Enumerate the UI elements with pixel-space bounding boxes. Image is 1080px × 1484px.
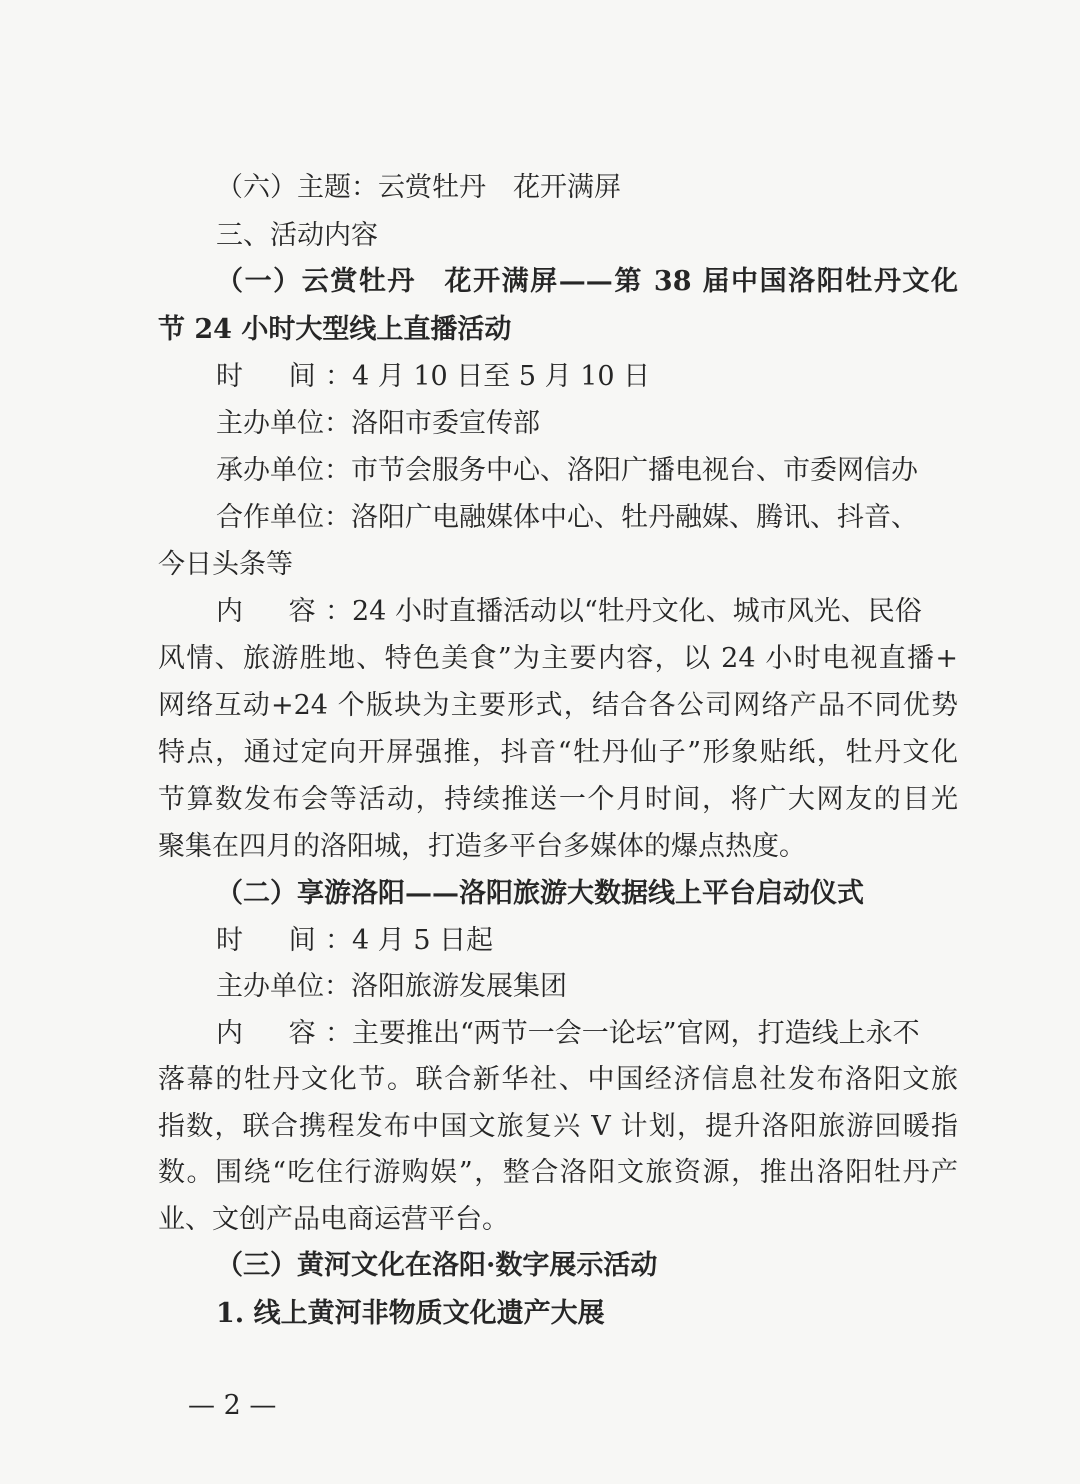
item1-title-line2: 节 24 小时大型线上直播活动 — [158, 314, 512, 345]
item2-content-line5: 业、文创产品电商运营平台。 — [158, 1204, 509, 1235]
item2-host-row — [216, 967, 958, 1007]
time-value: 4 月 5 日起 — [352, 925, 494, 956]
item1-content-line6: 聚集在四月的洛阳城，打造多平台多媒体的爆点热度。 — [158, 831, 806, 862]
theme-line: （六）主题：云赏牡丹 花开满屏 — [216, 172, 621, 203]
item3-subheading: 1. 线上黄河非物质文化遗产大展 — [216, 1298, 605, 1329]
organizer-label: 承办单位： — [216, 455, 351, 486]
item1-content-line5: 节算数发布会等活动，持续推送一个月时间，将广大网友的目光 — [158, 784, 958, 815]
item2-content-row — [216, 1014, 958, 1054]
organizer-value: 市节会服务中心、洛阳广播电视台、市委网信办 — [351, 455, 918, 486]
time-label: 时 间： — [216, 361, 352, 392]
section-heading: 三、活动内容 — [216, 220, 378, 251]
item1-host-row — [216, 404, 958, 444]
partner-value: 洛阳广电融媒体中心、牡丹融媒、腾讯、抖音、 — [351, 502, 918, 533]
item2-content-line2: 落幕的牡丹文化节。联合新华社、中国经济信息社发布洛阳文旅 — [158, 1064, 958, 1095]
content-label: 内 容： — [216, 596, 352, 627]
item2-title: （二）享游洛阳——洛阳旅游大数据线上平台启动仪式 — [216, 878, 864, 909]
item1-content-line4: 特点，通过定向开屏强推，抖音“牡丹仙子”形象贴纸，牡丹文化 — [158, 737, 958, 768]
item3-title: （三）黄河文化在洛阳·数字展示活动 — [216, 1250, 658, 1281]
host-value: 洛阳旅游发展集团 — [351, 971, 567, 1002]
time-label: 时 间： — [216, 925, 352, 956]
item1-content-line2: 风情、旅游胜地、特色美食”为主要内容，以 24 小时电视直播+ — [158, 643, 958, 674]
content-value: 主要推出“两节一会一论坛”官网，打造线上永不 — [352, 1018, 920, 1049]
partner-label: 合作单位： — [216, 502, 351, 533]
item1-title-line1: （一）云赏牡丹 花开满屏——第 38 届中国洛阳牡丹文化 — [216, 266, 958, 297]
content-value: 24 小时直播活动以“牡丹文化、城市风光、民俗 — [352, 596, 922, 627]
item2-content-line4: 数。围绕“吃住行游购娱”，整合洛阳文旅资源，推出洛阳牡丹产 — [158, 1157, 958, 1188]
item1-content-line3: 网络互动+24 个版块为主要形式，结合各公司网络产品不同优势 — [158, 690, 958, 721]
host-label: 主办单位： — [216, 971, 351, 1002]
host-label: 主办单位： — [216, 408, 351, 439]
content-label: 内 容： — [216, 1018, 352, 1049]
item1-organizer-row — [216, 451, 958, 491]
item2-content-line3: 指数，联合携程发布中国文旅复兴 V 计划，提升洛阳旅游回暖指 — [158, 1111, 958, 1142]
item2-time-row — [216, 921, 958, 961]
item1-partner-continuation: 今日头条等 — [158, 549, 293, 580]
item1-content-row — [216, 592, 958, 632]
item1-time-row — [216, 357, 958, 397]
host-value: 洛阳市委宣传部 — [351, 408, 540, 439]
page-number: — 2 — — [188, 1390, 277, 1421]
time-value: 4 月 10 日至 5 月 10 日 — [352, 361, 651, 392]
item1-partner-row — [216, 498, 958, 538]
